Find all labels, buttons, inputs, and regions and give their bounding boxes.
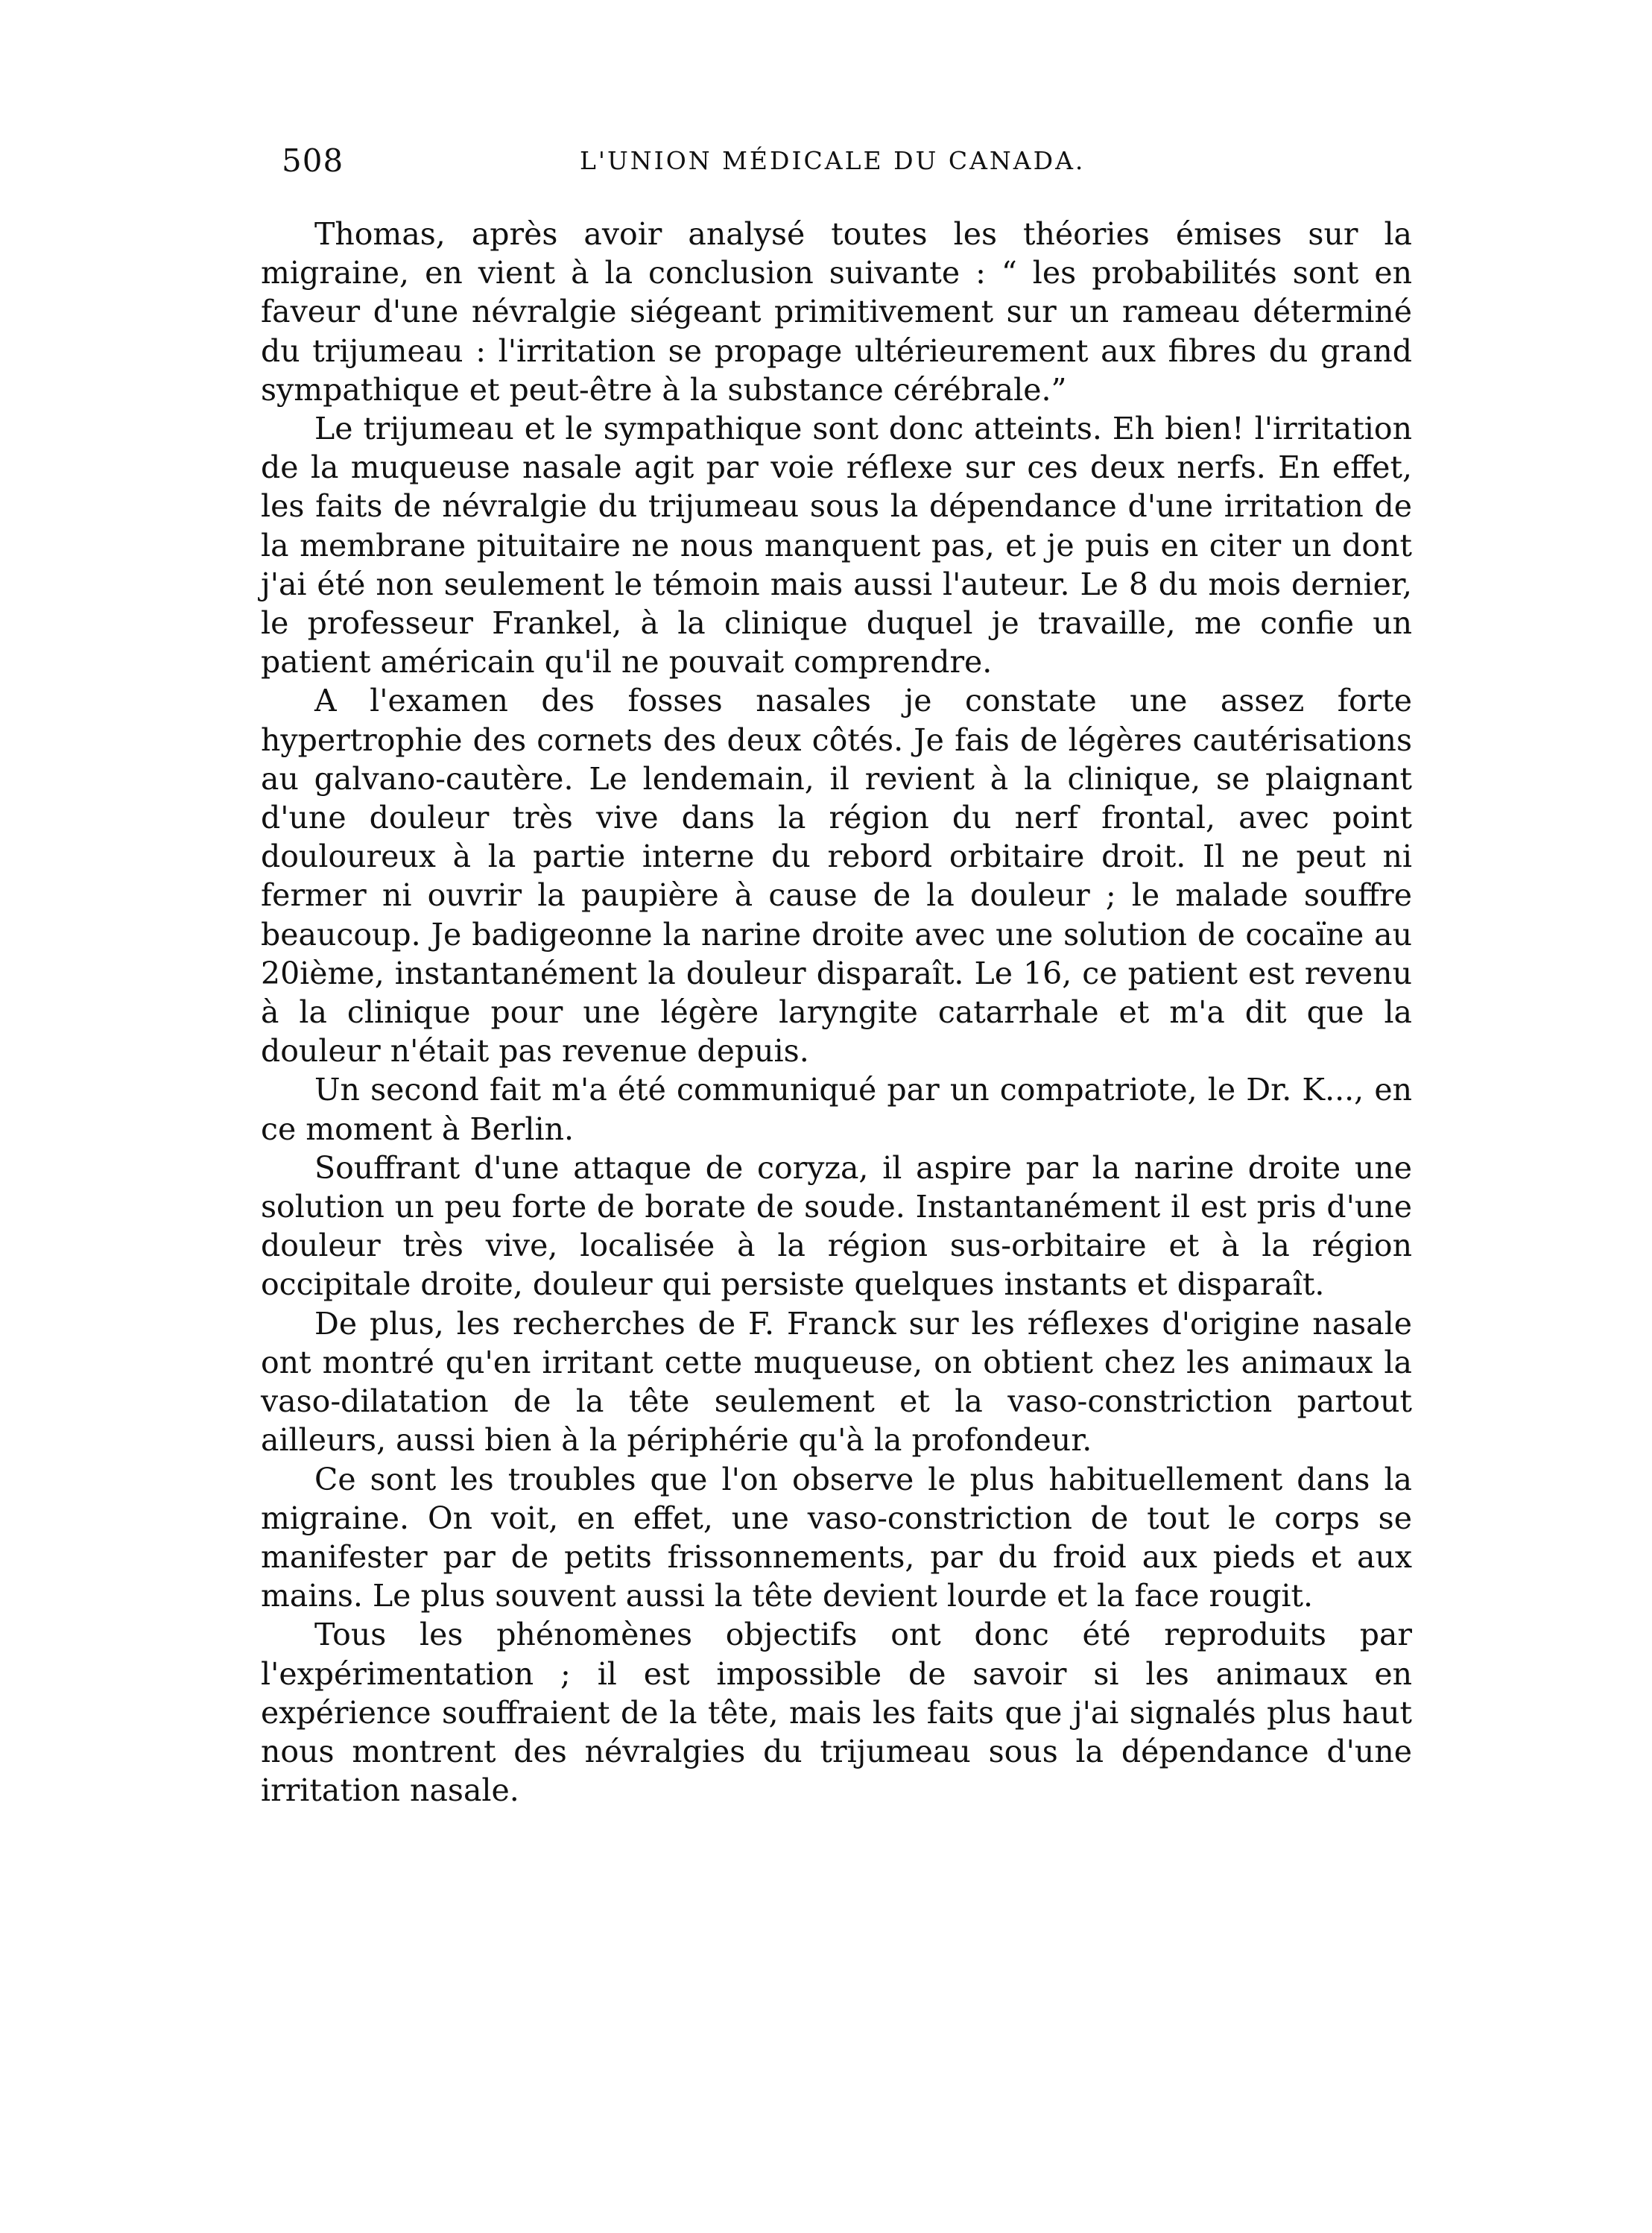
paragraph-6: De plus, les recherches de F. Franck sur les réflexes d'origine nasale ont montré qu'en irritant cette muqueuse, on obtient chez les animaux la vaso-dilatation de la tête seulement et la vaso-constriction partout ailleurs, aussi bien à la périphérie qu'à la profondeur.: [261, 1305, 1412, 1459]
running-title: L'UNION MÉDICALE DU CANADA.: [580, 146, 1086, 175]
page-header: [282, 139, 1422, 183]
paragraph-7: Ce sont les troubles que l'on observe le plus habituellement dans la migraine. On voit, en effet, une vaso-constriction de tout le corps se manifester par de petits frissonnements, par du froid aux pieds et aux mains. Le plus souvent aussi la tête devient lourde et la face rougit.: [261, 1461, 1412, 1614]
paragraph-1: Thomas, après avoir analysé toutes les théories émises sur la migraine, en vient à la conclusion suivante : “ les probabilités sont en faveur d'une névralgie siégeant primitivement sur un rameau déterminé du trijumeau : l'irritation se propage ultérieurement aux fibres du grand sympathique et peut-être à la substance cérébrale.”: [261, 216, 1412, 408]
paragraph-3: A l'examen des fosses nasales je constate une assez forte hypertrophie des cornets des deux côtés. Je fais de légères cautérisations au galvano-cautère. Le lendemain, il revient à la clinique, se plaignant d'une douleur très vive dans la région du nerf frontal, avec point douloureux à la partie interne du rebord orbitaire droit. Il ne peut ni fermer ni ouvrir la paupière à cause de la douleur ; le malade souffre beaucoup. Je badigeonne la narine droite avec une solution de cocaïne au 20ième, instantanément la douleur disparaît. Le 16, ce patient est revenu à la clinique pour une légère laryngite catarrhale et m'a dit que la douleur n'était pas revenue depuis.: [261, 683, 1412, 1070]
body-text: [261, 215, 1412, 1810]
paragraph-8: Tous les phénomènes objectifs ont donc été reproduits par l'expérimentation ; il est impossible de savoir si les animaux en expérience souffraient de la tête, mais les faits que j'ai signalés plus haut nous montrent des névralgies du trijumeau sous la dépendance d'une irritation nasale.: [261, 1617, 1412, 1809]
paragraph-4: Un second fait m'a été communiqué par un compatriote, le Dr. K..., en ce moment à Berlin.: [261, 1072, 1412, 1147]
paragraph-2: Le trijumeau et le sympathique sont donc atteints. Eh bien! l'irritation de la muqueuse nasale agit par voie réflexe sur ces deux nerfs. En effet, les faits de névralgie du trijumeau sous la dépendance d'une irritation de la membrane pituitaire ne nous manquent pas, et je puis en citer un dont j'ai été non seulement le témoin mais aussi l'auteur. Le 8 du mois dernier, le professeur Frankel, à la clinique duquel je travaille, me confie un patient américain qu'il ne pouvait comprendre.: [261, 411, 1412, 680]
page-number: 508: [282, 142, 344, 179]
paragraph-5: Souffrant d'une attaque de coryza, il aspire par la narine droite une solution un peu forte de borate de soude. Instantanément il est pris d'une douleur très vive, localisée à la région sus-orbitaire et à la région occipitale droite, douleur qui persiste quelques instants et disparaît.: [261, 1149, 1412, 1303]
